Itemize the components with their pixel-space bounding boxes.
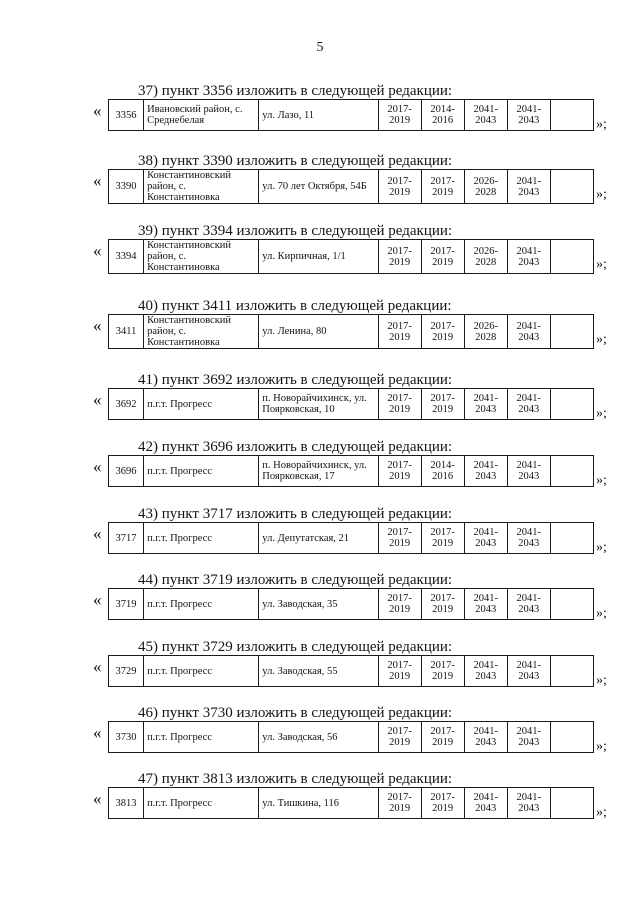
- record-locality: п.г.т. Прогресс: [144, 389, 259, 420]
- period-2: 2017-2019: [421, 240, 464, 274]
- amendment-heading: 44) пункт 3719 изложить в следующей редакции:: [138, 572, 453, 588]
- closing-quote: »;: [596, 257, 607, 272]
- record-locality: Константиновский район, с. Константиновка: [144, 240, 259, 274]
- period-3: 2041-2043: [464, 788, 507, 819]
- record-address: ул. Лазо, 11: [259, 100, 378, 131]
- opening-quote: «: [93, 101, 102, 120]
- record-address: п. Новорайчихинск, ул. Поярковская, 10: [259, 389, 378, 420]
- record-number: 3730: [109, 722, 144, 753]
- record-table: [108, 239, 594, 274]
- amendment-heading: 41) пункт 3692 изложить в следующей редакции:: [138, 372, 453, 388]
- period-1: 2017-2019: [378, 240, 421, 274]
- period-4: 2041-2043: [507, 456, 550, 487]
- period-1: 2017-2019: [378, 315, 421, 349]
- closing-quote: »;: [596, 473, 607, 488]
- amendment-section: [0, 770, 640, 836]
- closing-quote: »;: [596, 332, 607, 347]
- closing-quote: »;: [596, 540, 607, 555]
- closing-quote: »;: [596, 805, 607, 820]
- record-address: п. Новорайчихинск, ул. Поярковская, 17: [259, 456, 378, 487]
- period-1: 2017-2019: [378, 589, 421, 620]
- period-2: 2017-2019: [421, 523, 464, 554]
- empty-cell: [550, 100, 593, 131]
- table-row: [109, 656, 594, 687]
- record-table: [108, 588, 594, 620]
- opening-quote: «: [93, 723, 102, 742]
- record-number: 3813: [109, 788, 144, 819]
- record-number: 3390: [109, 170, 144, 204]
- empty-cell: [550, 656, 593, 687]
- amendment-heading: 40) пункт 3411 изложить в следующей редакции:: [138, 298, 452, 314]
- period-1: 2017-2019: [378, 170, 421, 204]
- record-address: ул. Заводская, 56: [259, 722, 378, 753]
- table-row: [109, 240, 594, 274]
- period-2: 2014-2016: [421, 100, 464, 131]
- period-3: 2041-2043: [464, 656, 507, 687]
- opening-quote: «: [93, 657, 102, 676]
- period-3: 2041-2043: [464, 456, 507, 487]
- period-3: 2026-2028: [464, 315, 507, 349]
- period-1: 2017-2019: [378, 722, 421, 753]
- period-4: 2041-2043: [507, 589, 550, 620]
- closing-quote: »;: [596, 739, 607, 754]
- record-table: [108, 99, 594, 131]
- period-4: 2041-2043: [507, 100, 550, 131]
- period-1: 2017-2019: [378, 788, 421, 819]
- amendment-heading: 39) пункт 3394 изложить в следующей редакции:: [138, 223, 453, 239]
- record-table: [108, 169, 594, 204]
- table-row: [109, 788, 594, 819]
- period-3: 2026-2028: [464, 240, 507, 274]
- period-2: 2017-2019: [421, 589, 464, 620]
- empty-cell: [550, 315, 593, 349]
- period-4: 2041-2043: [507, 788, 550, 819]
- period-3: 2041-2043: [464, 722, 507, 753]
- record-locality: Ивановский район, с. Среднебелая: [144, 100, 259, 131]
- opening-quote: «: [93, 390, 102, 409]
- amendment-section: [0, 438, 640, 504]
- period-2: 2017-2019: [421, 788, 464, 819]
- empty-cell: [550, 788, 593, 819]
- period-4: 2041-2043: [507, 240, 550, 274]
- period-4: 2041-2043: [507, 656, 550, 687]
- empty-cell: [550, 589, 593, 620]
- empty-cell: [550, 389, 593, 420]
- period-3: 2041-2043: [464, 100, 507, 131]
- period-1: 2017-2019: [378, 656, 421, 687]
- record-number: 3411: [109, 315, 144, 349]
- period-2: 2014-2016: [421, 456, 464, 487]
- record-number: 3696: [109, 456, 144, 487]
- opening-quote: «: [93, 789, 102, 808]
- period-1: 2017-2019: [378, 523, 421, 554]
- record-locality: п.г.т. Прогресс: [144, 722, 259, 753]
- period-2: 2017-2019: [421, 722, 464, 753]
- amendment-heading: 45) пункт 3729 изложить в следующей редакции:: [138, 639, 453, 655]
- period-2: 2017-2019: [421, 389, 464, 420]
- record-locality: п.г.т. Прогресс: [144, 523, 259, 554]
- closing-quote: »;: [596, 673, 607, 688]
- record-table: [108, 787, 594, 819]
- empty-cell: [550, 456, 593, 487]
- record-address: ул. Тишкина, 116: [259, 788, 378, 819]
- period-2: 2017-2019: [421, 170, 464, 204]
- record-number: 3394: [109, 240, 144, 274]
- closing-quote: »;: [596, 606, 607, 621]
- table-row: [109, 389, 594, 420]
- amendment-section: [0, 297, 640, 363]
- record-table: [108, 314, 594, 349]
- period-3: 2026-2028: [464, 170, 507, 204]
- empty-cell: [550, 523, 593, 554]
- period-3: 2041-2043: [464, 589, 507, 620]
- table-row: [109, 170, 594, 204]
- amendment-heading: 43) пункт 3717 изложить в следующей редакции:: [138, 506, 453, 522]
- period-2: 2017-2019: [421, 315, 464, 349]
- record-table: [108, 455, 594, 487]
- opening-quote: «: [93, 241, 102, 260]
- table-row: [109, 722, 594, 753]
- period-3: 2041-2043: [464, 523, 507, 554]
- period-2: 2017-2019: [421, 656, 464, 687]
- period-4: 2041-2043: [507, 389, 550, 420]
- opening-quote: «: [93, 316, 102, 335]
- amendment-heading: 42) пункт 3696 изложить в следующей редакции:: [138, 439, 453, 455]
- amendment-section: [0, 571, 640, 637]
- amendment-section: [0, 222, 640, 288]
- table-row: [109, 456, 594, 487]
- amendment-heading: 46) пункт 3730 изложить в следующей редакции:: [138, 705, 453, 721]
- record-number: 3719: [109, 589, 144, 620]
- empty-cell: [550, 170, 593, 204]
- page-number: 5: [316, 40, 324, 55]
- amendment-section: [0, 82, 640, 148]
- table-row: [109, 315, 594, 349]
- table-row: [109, 523, 594, 554]
- record-number: 3729: [109, 656, 144, 687]
- period-4: 2041-2043: [507, 170, 550, 204]
- opening-quote: «: [93, 524, 102, 543]
- record-table: [108, 522, 594, 554]
- amendment-section: [0, 371, 640, 437]
- record-locality: Константиновский район, с. Константиновка: [144, 170, 259, 204]
- empty-cell: [550, 240, 593, 274]
- record-locality: п.г.т. Прогресс: [144, 456, 259, 487]
- record-table: [108, 388, 594, 420]
- amendment-section: [0, 704, 640, 770]
- period-4: 2041-2043: [507, 523, 550, 554]
- period-1: 2017-2019: [378, 389, 421, 420]
- opening-quote: «: [93, 590, 102, 609]
- record-address: ул. 70 лет Октября, 54Б: [259, 170, 378, 204]
- record-address: ул. Заводская, 55: [259, 656, 378, 687]
- period-3: 2041-2043: [464, 389, 507, 420]
- period-4: 2041-2043: [507, 315, 550, 349]
- amendment-heading: 37) пункт 3356 изложить в следующей редакции:: [138, 83, 453, 99]
- opening-quote: «: [93, 457, 102, 476]
- record-table: [108, 721, 594, 753]
- record-locality: п.г.т. Прогресс: [144, 589, 259, 620]
- closing-quote: »;: [596, 187, 607, 202]
- record-address: ул. Заводская, 35: [259, 589, 378, 620]
- table-row: [109, 100, 594, 131]
- period-1: 2017-2019: [378, 100, 421, 131]
- amendment-heading: 47) пункт 3813 изложить в следующей редакции:: [138, 771, 453, 787]
- record-locality: п.г.т. Прогресс: [144, 656, 259, 687]
- opening-quote: «: [93, 171, 102, 190]
- record-number: 3692: [109, 389, 144, 420]
- period-1: 2017-2019: [378, 456, 421, 487]
- closing-quote: »;: [596, 117, 607, 132]
- record-locality: п.г.т. Прогресс: [144, 788, 259, 819]
- record-address: ул. Кирпичная, 1/1: [259, 240, 378, 274]
- record-number: 3356: [109, 100, 144, 131]
- record-table: [108, 655, 594, 687]
- amendment-heading: 38) пункт 3390 изложить в следующей редакции:: [138, 153, 453, 169]
- record-address: ул. Ленина, 80: [259, 315, 378, 349]
- empty-cell: [550, 722, 593, 753]
- record-locality: Константиновский район, с. Константиновка: [144, 315, 259, 349]
- period-4: 2041-2043: [507, 722, 550, 753]
- record-number: 3717: [109, 523, 144, 554]
- table-row: [109, 589, 594, 620]
- amendment-section: [0, 638, 640, 704]
- record-address: ул. Депутатская, 21: [259, 523, 378, 554]
- amendment-section: [0, 152, 640, 218]
- amendment-section: [0, 505, 640, 571]
- closing-quote: »;: [596, 406, 607, 421]
